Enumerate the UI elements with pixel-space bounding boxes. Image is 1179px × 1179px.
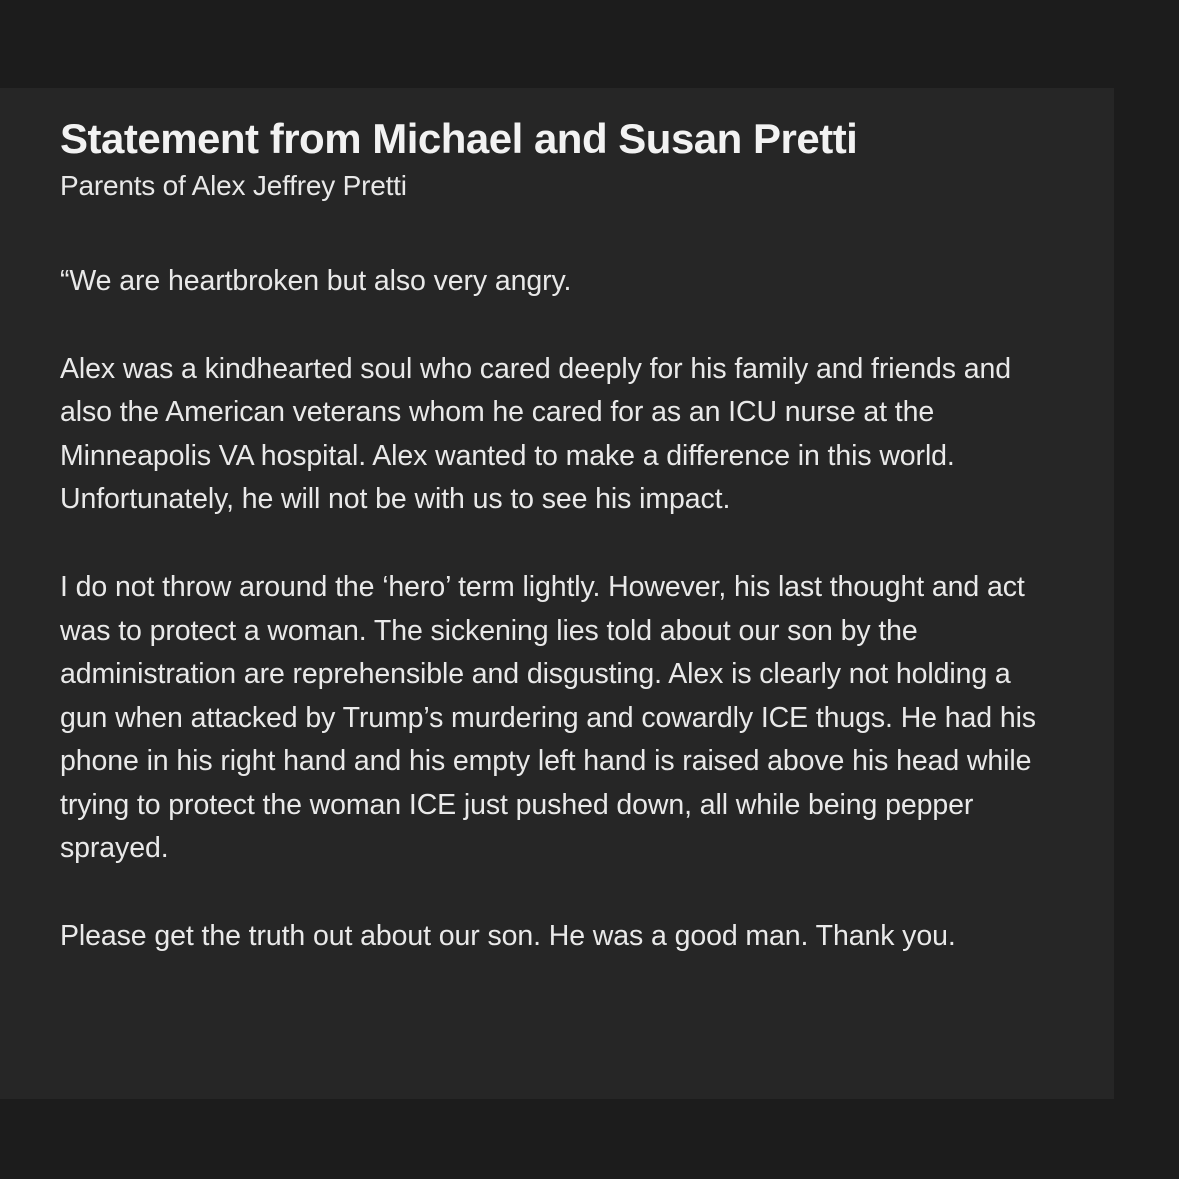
statement-paragraph: “We are heartbroken but also very angry. [60,264,572,297]
statement-paragraph: I do not throw around the ‘hero’ term lightly. However, his last thought and act was to protect a woman. The sickening lies told about our son by the administration are reprehensible and disgusting. Alex is clearly not holding a gun when attacked by Trump’s murdering and cowardly ICE thugs. He had his phone in his right hand and his empty left hand is raised above his head while trying to protect the woman ICE just pushed down, all while being pepper sprayed. [60,570,1036,865]
statement-paragraph: Alex was a kindhearted soul who cared deeply for his family and friends and also the American veterans whom he cared for as an ICU nurse at the Minneapolis VA hospital. Alex wanted to make a difference in this world. Unfortunately, he will not be with us to see his impact. [60,352,1011,516]
statement-card [0,88,1114,1099]
page-subtitle: Parents of Alex Jeffrey Pretti [60,169,407,201]
statement-paragraph: Please get the truth out about our son. He was a good man. Thank you. [60,920,956,953]
page-title: Statement from Michael and Susan Pretti [60,115,858,162]
